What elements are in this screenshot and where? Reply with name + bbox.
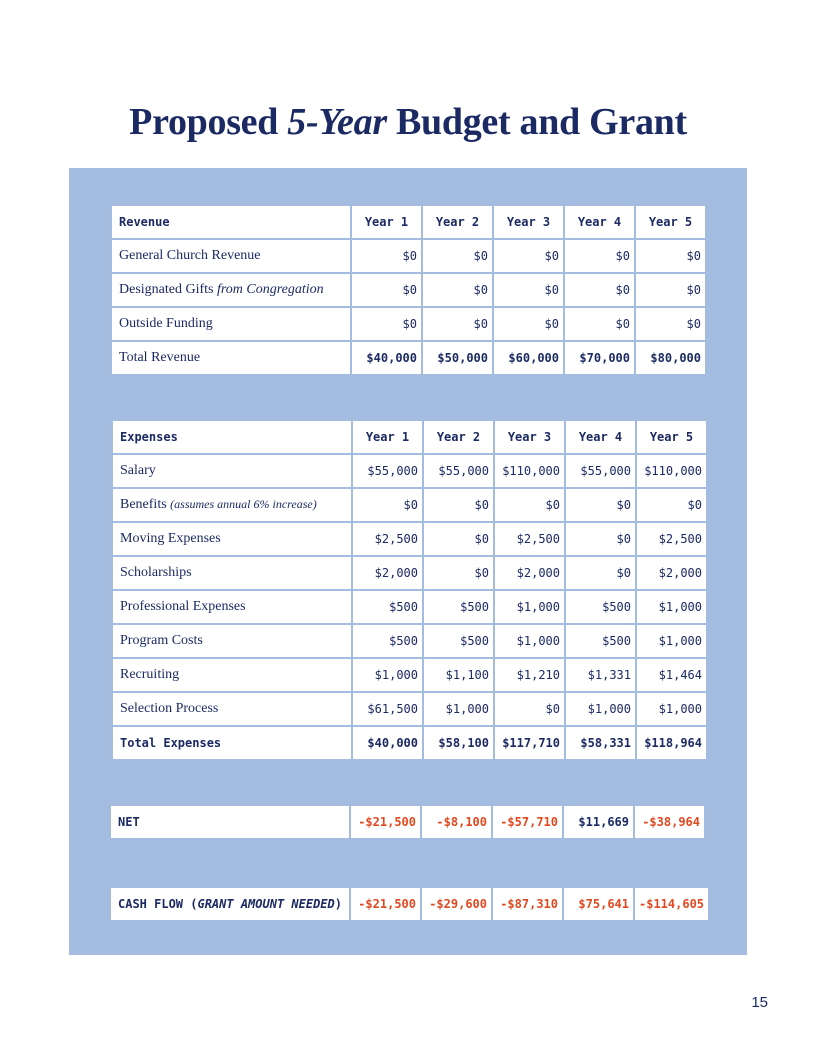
table-row <box>113 455 706 487</box>
cell-value: $1,000 <box>424 693 493 725</box>
page-title <box>0 100 816 144</box>
cell-value: $1,000 <box>495 591 564 623</box>
cell-value: $1,331 <box>566 659 635 691</box>
cell-value: $0 <box>565 308 634 340</box>
row-label: Salary <box>113 455 351 487</box>
cell-value: $1,000 <box>637 591 706 623</box>
cell-value: $1,464 <box>637 659 706 691</box>
header-cell: Year 3 <box>494 206 563 238</box>
cash-flow-label-end: ) <box>334 897 342 911</box>
row-label: General Church Revenue <box>112 240 350 272</box>
total-value: $70,000 <box>565 342 634 374</box>
total-value: $50,000 <box>423 342 492 374</box>
row-label: Scholarships <box>113 557 351 589</box>
cell-value: $61,500 <box>353 693 422 725</box>
cash-flow-table <box>109 886 710 922</box>
title-emphasis: 5-Year <box>287 101 387 143</box>
cell-value: $2,000 <box>353 557 422 589</box>
header-cell: Year 4 <box>565 206 634 238</box>
header-cell: Year 4 <box>566 421 635 453</box>
cell-value: $0 <box>565 274 634 306</box>
cell-value: $0 <box>494 274 563 306</box>
cell-value: $1,000 <box>637 693 706 725</box>
header-cell: Year 1 <box>353 421 422 453</box>
cell-value: $0 <box>495 693 564 725</box>
cell-value: $500 <box>424 625 493 657</box>
cell-value: $110,000 <box>637 455 706 487</box>
net-value: $11,669 <box>564 806 633 838</box>
row-label-emphasis: from Congregation <box>216 282 324 297</box>
table-row <box>112 274 705 306</box>
row-label-emphasis: (assumes annual 6% increase) <box>170 497 317 511</box>
cash-flow-label <box>111 888 349 920</box>
cell-value: $1,000 <box>566 693 635 725</box>
net-row <box>111 806 704 838</box>
total-value: $117,710 <box>495 727 564 759</box>
cash-flow-row <box>111 888 708 920</box>
revenue-table <box>110 204 707 376</box>
cell-value: $0 <box>423 240 492 272</box>
cell-value: $2,500 <box>637 523 706 555</box>
total-row <box>113 727 706 759</box>
cell-value: $2,500 <box>353 523 422 555</box>
total-value: $80,000 <box>636 342 705 374</box>
total-value: $58,331 <box>566 727 635 759</box>
row-label: Recruiting <box>113 659 351 691</box>
cell-value: $0 <box>494 240 563 272</box>
cell-value: $0 <box>424 557 493 589</box>
cell-value: $0 <box>566 557 635 589</box>
net-value: -$38,964 <box>635 806 704 838</box>
header-cell: Year 3 <box>495 421 564 453</box>
total-row <box>112 342 705 374</box>
header-cell: Revenue <box>112 206 350 238</box>
row-label: Program Costs <box>113 625 351 657</box>
cash-flow-value: -$114,605 <box>635 888 708 920</box>
cell-value: $0 <box>636 308 705 340</box>
cell-value: $0 <box>352 240 421 272</box>
cell-value: $500 <box>353 591 422 623</box>
net-value: -$8,100 <box>422 806 491 838</box>
cell-value: $0 <box>423 308 492 340</box>
cell-value: $55,000 <box>353 455 422 487</box>
cell-value: $0 <box>352 274 421 306</box>
table-row <box>113 625 706 657</box>
net-table <box>109 804 706 840</box>
cash-flow-value: -$87,310 <box>493 888 562 920</box>
total-value: $118,964 <box>637 727 706 759</box>
page-number: 15 <box>751 994 768 1011</box>
cash-flow-label-emphasis: GRANT AMOUNT NEEDED <box>197 897 335 911</box>
header-cell: Year 5 <box>637 421 706 453</box>
cell-value: $0 <box>423 274 492 306</box>
cell-value: $0 <box>565 240 634 272</box>
row-label-text: Designated Gifts <box>119 282 217 297</box>
cell-value: $1,000 <box>495 625 564 657</box>
title-prefix: Proposed <box>129 101 288 143</box>
row-label <box>112 274 350 306</box>
cell-value: $500 <box>566 591 635 623</box>
cell-value: $0 <box>636 274 705 306</box>
cash-flow-label-text: CASH FLOW ( <box>118 897 198 911</box>
table-header-row <box>113 421 706 453</box>
table-row <box>113 523 706 555</box>
total-value: $58,100 <box>424 727 493 759</box>
total-value: $40,000 <box>353 727 422 759</box>
net-label: NET <box>111 806 349 838</box>
cell-value: $0 <box>566 523 635 555</box>
row-label: Outside Funding <box>112 308 350 340</box>
cell-value: $55,000 <box>424 455 493 487</box>
cell-value: $0 <box>352 308 421 340</box>
row-label: Moving Expenses <box>113 523 351 555</box>
header-cell: Year 1 <box>352 206 421 238</box>
net-value: -$57,710 <box>493 806 562 838</box>
cell-value: $500 <box>353 625 422 657</box>
cell-value: $1,210 <box>495 659 564 691</box>
cell-value: $500 <box>566 625 635 657</box>
net-value: -$21,500 <box>351 806 420 838</box>
table-header-row <box>112 206 705 238</box>
row-label: Total Revenue <box>112 342 350 374</box>
row-label-text: Benefits <box>120 497 171 512</box>
table-row <box>113 557 706 589</box>
cell-value: $2,500 <box>495 523 564 555</box>
table-row <box>113 489 706 521</box>
cell-value: $1,000 <box>637 625 706 657</box>
expenses-table <box>111 419 708 761</box>
total-value: $40,000 <box>352 342 421 374</box>
cell-value: $0 <box>353 489 422 521</box>
table-row <box>113 693 706 725</box>
cash-flow-value: -$21,500 <box>351 888 420 920</box>
row-label: Selection Process <box>113 693 351 725</box>
cell-value: $0 <box>494 308 563 340</box>
cell-value: $110,000 <box>495 455 564 487</box>
cell-value: $0 <box>495 489 564 521</box>
header-cell: Year 5 <box>636 206 705 238</box>
header-cell: Year 2 <box>423 206 492 238</box>
table-row <box>113 659 706 691</box>
row-label: Professional Expenses <box>113 591 351 623</box>
cell-value: $2,000 <box>495 557 564 589</box>
title-suffix: Budget and Grant <box>386 101 687 143</box>
cash-flow-value: -$29,600 <box>422 888 491 920</box>
header-cell: Expenses <box>113 421 351 453</box>
total-value: $60,000 <box>494 342 563 374</box>
table-row <box>112 308 705 340</box>
cell-value: $2,000 <box>637 557 706 589</box>
table-row <box>112 240 705 272</box>
cell-value: $0 <box>637 489 706 521</box>
cell-value: $0 <box>424 523 493 555</box>
table-row <box>113 591 706 623</box>
cash-flow-value: $75,641 <box>564 888 633 920</box>
cell-value: $55,000 <box>566 455 635 487</box>
header-cell: Year 2 <box>424 421 493 453</box>
cell-value: $500 <box>424 591 493 623</box>
row-label: Total Expenses <box>113 727 351 759</box>
cell-value: $0 <box>636 240 705 272</box>
cell-value: $1,000 <box>353 659 422 691</box>
row-label <box>113 489 351 521</box>
cell-value: $0 <box>424 489 493 521</box>
cell-value: $0 <box>566 489 635 521</box>
cell-value: $1,100 <box>424 659 493 691</box>
